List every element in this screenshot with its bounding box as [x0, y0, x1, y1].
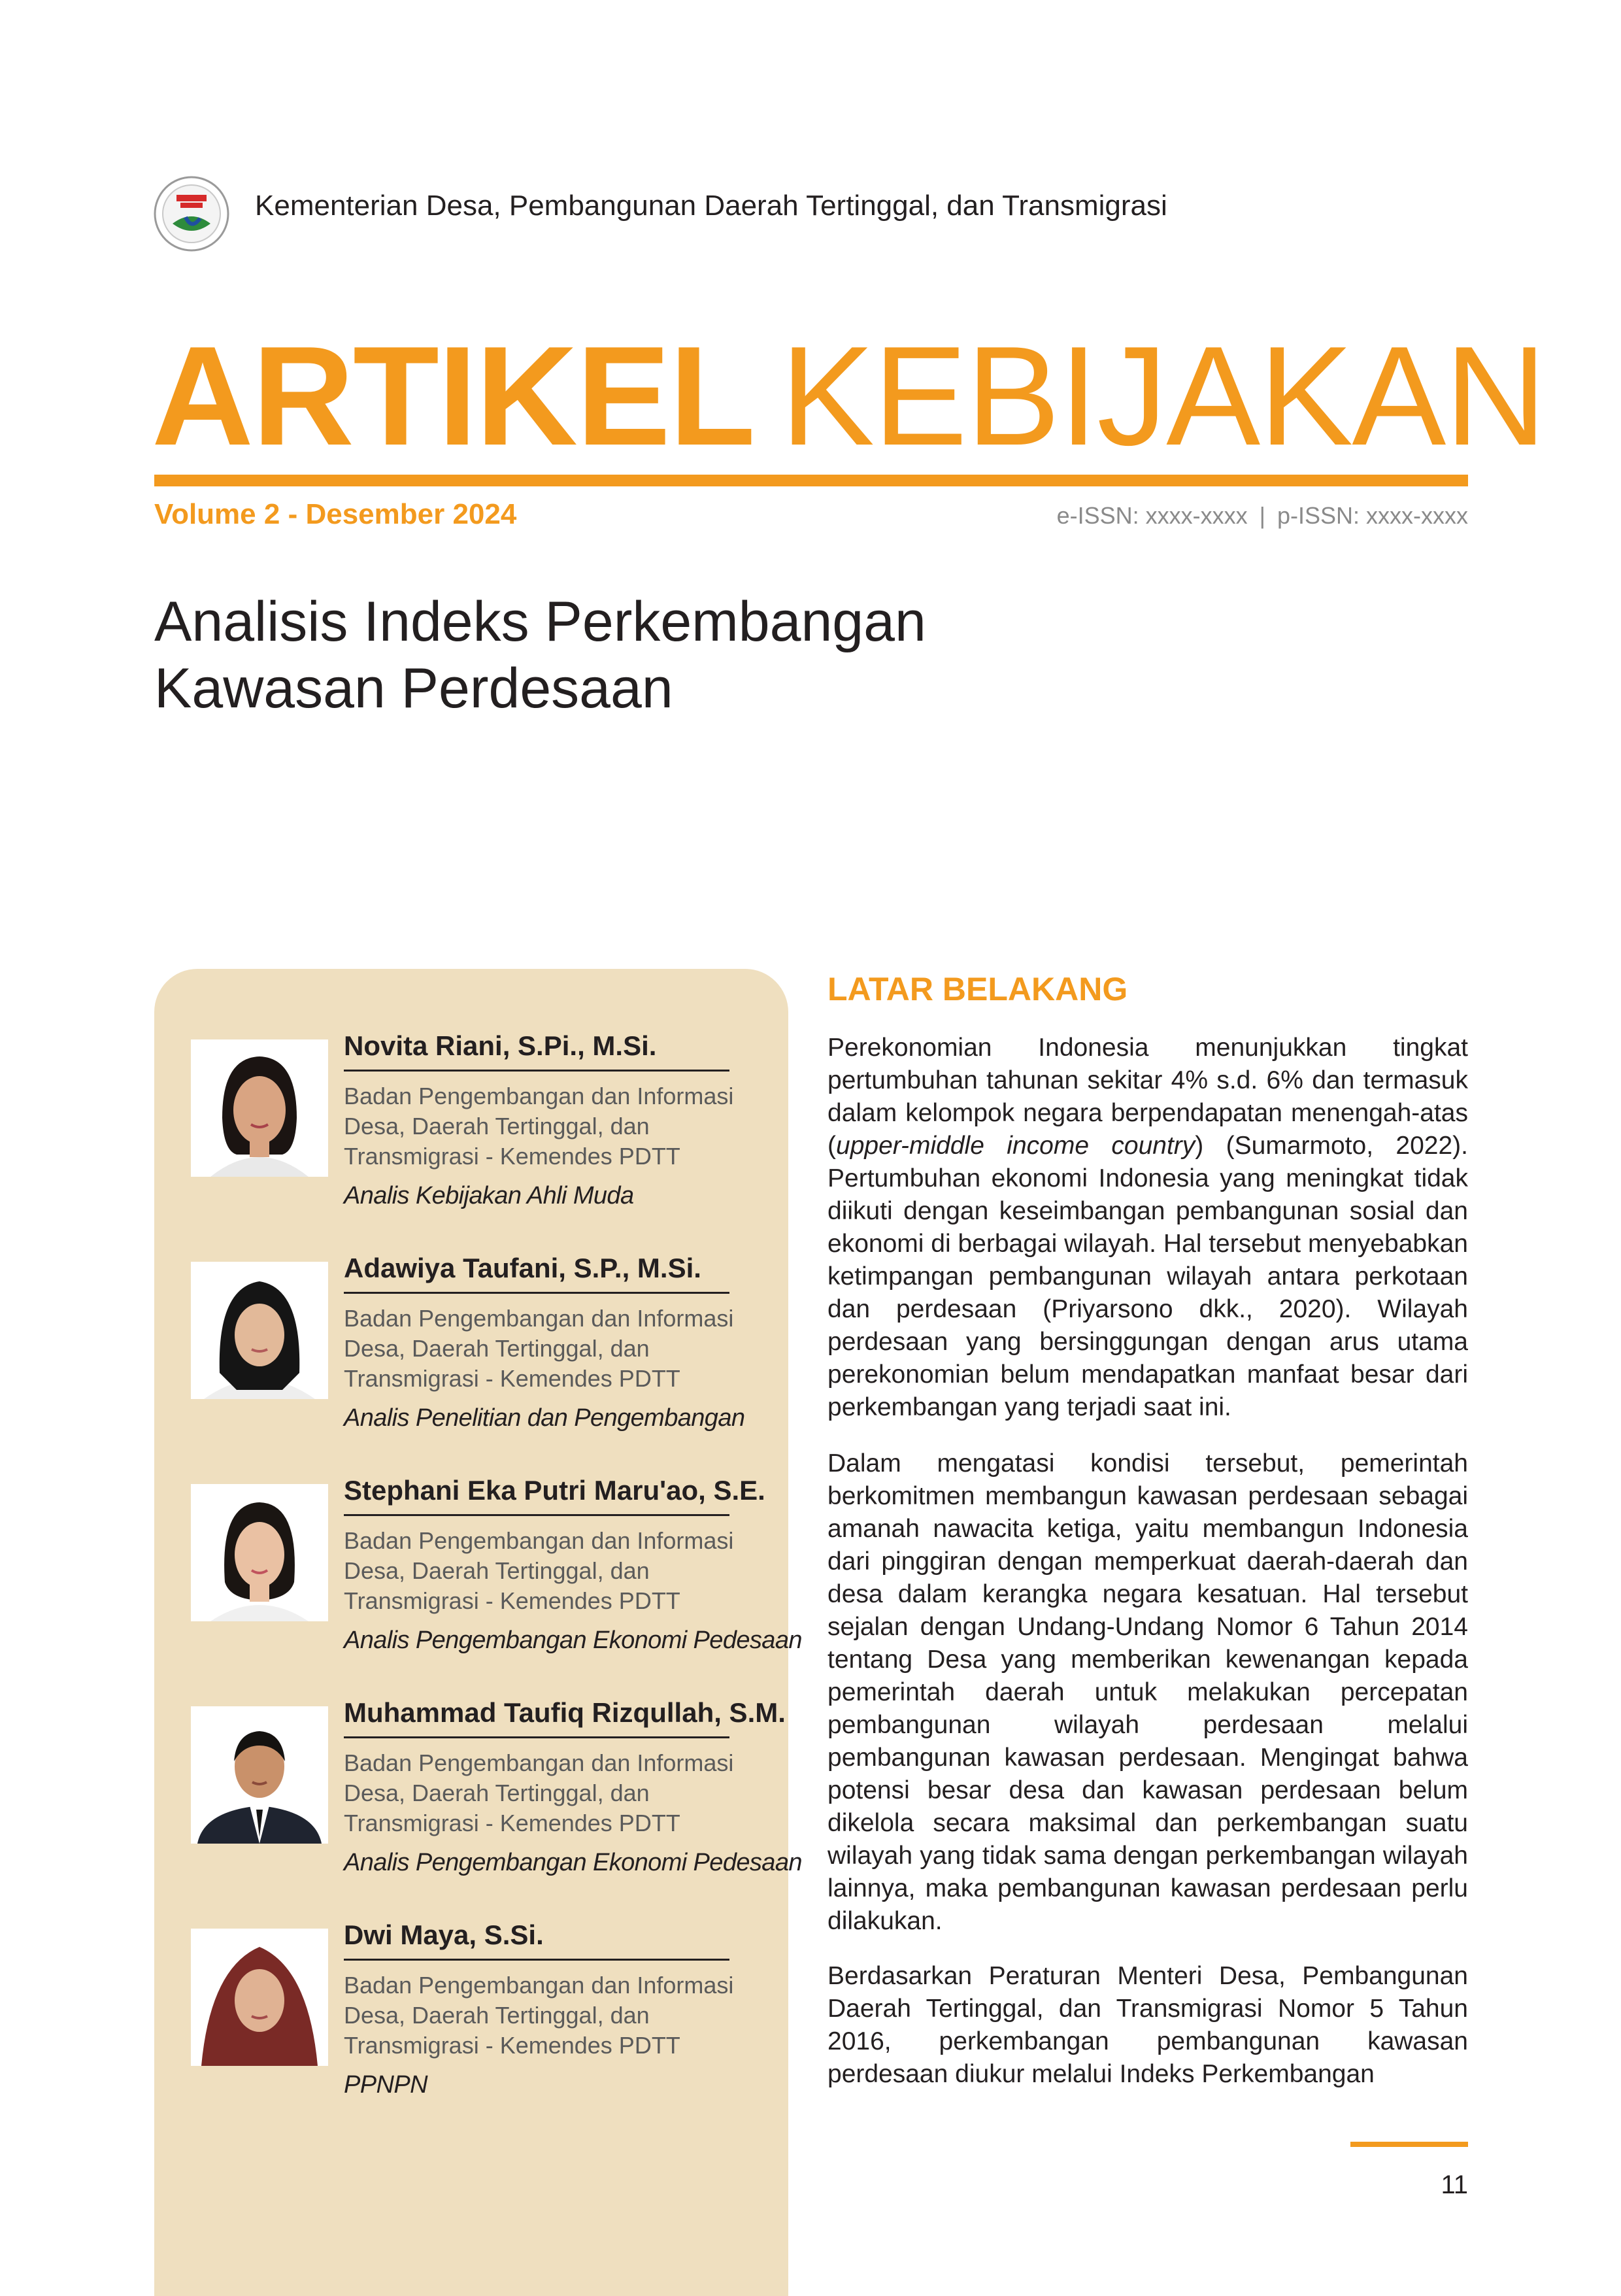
volume-date: Volume 2 - Desember 2024 — [154, 498, 517, 530]
author-role: PPNPN — [344, 2071, 427, 2099]
author-name: Muhammad Taufiq Rizqullah, S.M. — [344, 1697, 729, 1738]
affiliation-line: Desa, Daerah Tertinggal, dan — [344, 1335, 650, 1362]
issn-info — [1057, 502, 1468, 530]
author-card — [154, 1242, 788, 1451]
footer-divider — [1350, 2142, 1468, 2147]
author-role: Analis Penelitian dan Pengembangan — [344, 1404, 745, 1432]
affiliation-line: Badan Pengembangan dan Informasi — [344, 1083, 734, 1109]
author-card — [154, 1464, 802, 1674]
article-title-line-1: Analisis Indeks Perkembangan — [154, 590, 926, 653]
eissn: e-ISSN: xxxx-xxxx — [1056, 502, 1248, 529]
author-photo — [191, 1706, 328, 1844]
body-paragraph — [827, 1032, 1468, 1424]
section-heading: LATAR BELAKANG — [827, 971, 1128, 1007]
article-title-line-2: Kawasan Perdesaan — [154, 657, 673, 720]
brand-bold-word: ARTIKEL — [152, 316, 754, 475]
affiliation-line: Desa, Daerah Tertinggal, dan — [344, 2002, 650, 2029]
author-photo — [191, 1039, 328, 1177]
paragraph-text: Perekonomian Indonesia menunjukkan tingkat pertumbuhan tahunan sekitar 4% s.d. 6% dan termasuk dalam kelompok negara berpendapatan menengah-atas ( — [827, 1034, 1468, 1160]
affiliation-line: Desa, Daerah Tertinggal, dan — [344, 1780, 650, 1806]
author-affiliation — [344, 1526, 736, 1616]
article-title — [154, 588, 1331, 722]
paragraph-italic-term: upper-middle income country — [836, 1132, 1195, 1160]
author-affiliation — [344, 1748, 736, 1838]
affiliation-line: Transmigrasi - Kemendes PDTT — [344, 1143, 680, 1170]
pissn: p-ISSN: xxxx-xxxx — [1277, 502, 1468, 529]
author-affiliation — [344, 1081, 736, 1172]
affiliation-line: Badan Pengembangan dan Informasi — [344, 1972, 734, 1999]
header-divider — [154, 475, 1468, 486]
page-number: 11 — [1441, 2170, 1468, 2199]
author-photo — [191, 1929, 328, 2066]
affiliation-line: Transmigrasi - Kemendes PDTT — [344, 2032, 680, 2059]
affiliation-line: Transmigrasi - Kemendes PDTT — [344, 1810, 680, 1836]
paragraph-text: ) (Sumarmoto, 2022). Pertumbuhan ekonomi Indonesia yang meningkat tidak diikuti dengan keseimbangan pembangunan sosial dan ekonomi di berbagai wilayah. Hal tersebut menyebabkan ketimpangan pembangunan wilayah antara perkotaan dan perdesaan (Priyarsono dkk., 2020). Wilayah perdesaan yang bersinggungan dengan arus utama perekonomian belum mendapatkan manfaat besar dari perkembangan yang terjadi saat ini. — [827, 1132, 1468, 1421]
author-name: Adawiya Taufani, S.P., M.Si. — [344, 1253, 729, 1294]
affiliation-line: Transmigrasi - Kemendes PDTT — [344, 1587, 680, 1614]
author-card — [154, 1687, 802, 1896]
author-affiliation — [344, 1304, 736, 1394]
author-name: Novita Riani, S.Pi., M.Si. — [344, 1030, 729, 1072]
author-role: Analis Pengembangan Ekonomi Pedesaan — [344, 1627, 802, 1654]
author-panel — [154, 969, 802, 2296]
author-photo — [191, 1484, 328, 1621]
author-role: Analis Pengembangan Ekonomi Pedesaan — [344, 1849, 802, 1876]
body-paragraph: Dalam mengatasi kondisi tersebut, pemerintah berkomitmen membangun kawasan perdesaan sebagai amanah nawacita ketiga, yaitu membangun Indonesia dari pinggiran dengan memperkuat daerah-daerah dan desa dalam kerangka negara kesatuan. Hal tersebut sejalan dengan Undang-Undang Nomor 6 Tahun 2014 tentang Desa yang memberikan kewenangan kepada pemerintah daerah untuk melakukan percepatan pembangunan wilayah perdesaan melalui pembangunan kawasan perdesaan. Mengingat bahwa potensi besar desa dan kawasan perdesaan belum dikelola secara maksimal dan perkembangan suatu wilayah yang tidak sama dengan perkembangan wilayah lainnya, maka pembangunan kawasan perdesaan perlu dilakukan. — [827, 1449, 1468, 1935]
ministry-name: Kementerian Desa, Pembangunan Daerah Tertinggal, dan Transmigrasi — [255, 190, 1167, 222]
author-affiliation — [344, 1970, 736, 2061]
affiliation-line: Badan Pengembangan dan Informasi — [344, 1527, 734, 1554]
author-card — [154, 1020, 788, 1229]
issn-separator: | — [1259, 502, 1265, 529]
ministry-logo — [153, 175, 230, 252]
affiliation-line: Transmigrasi - Kemendes PDTT — [344, 1365, 680, 1392]
publication-brand — [152, 316, 1546, 475]
affiliation-line: Desa, Daerah Tertinggal, dan — [344, 1113, 650, 1140]
affiliation-line: Desa, Daerah Tertinggal, dan — [344, 1557, 650, 1584]
author-photo — [191, 1262, 328, 1399]
brand-light-word: KEBIJAKAN — [780, 316, 1546, 475]
author-name: Dwi Maya, S.Si. — [344, 1919, 729, 1961]
author-role: Analis Kebijakan Ahli Muda — [344, 1182, 634, 1209]
author-card — [154, 1909, 788, 2118]
affiliation-line: Badan Pengembangan dan Informasi — [344, 1749, 734, 1776]
body-paragraph: Berdasarkan Peraturan Menteri Desa, Pembangunan Daerah Tertinggal, dan Transmigrasi Nomor 5 Tahun 2016, perkembangan pembangunan kawasan perdesaan diukur melalui Indeks Perkembangan — [827, 1962, 1468, 2088]
author-name: Stephani Eka Putri Maru'ao, S.E. — [344, 1475, 729, 1516]
affiliation-line: Badan Pengembangan dan Informasi — [344, 1305, 734, 1332]
